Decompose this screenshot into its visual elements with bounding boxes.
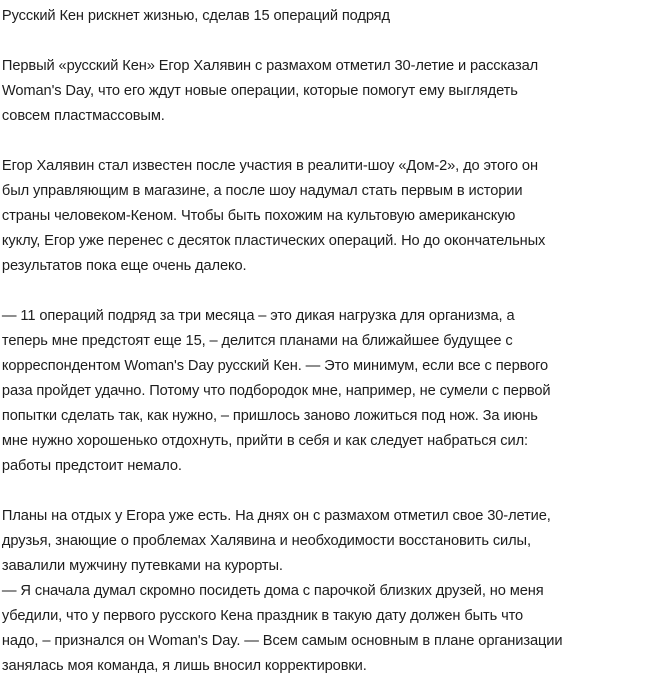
paragraph-lead — [0, 53, 647, 128]
paragraph-line: Планы на отдых у Егора уже есть. На днях он с размахом отметил свое 30-летие, — [1, 507, 551, 524]
paragraph-line: друзья, знающие о проблемах Халявина и необходимости восстановить силы, — [1, 532, 531, 549]
paragraph-line: работы предстоит немало. — [1, 457, 182, 474]
paragraph-line: куклу, Егор уже перенес с десяток пластических операций. Но до окончательных — [1, 232, 546, 249]
paragraph-line: попытки сделать так, как нужно, – пришлось заново ложиться под нож. За июнь — [1, 407, 538, 424]
paragraph-vacation-plans — [0, 503, 647, 678]
paragraph-line: теперь мне предстоят еще 15, – делится планами на ближайшее будущее с — [1, 332, 513, 349]
paragraph-line: раза пройдет удачно. Потому что подбородок мне, например, не сумели с первой — [1, 382, 551, 399]
paragraph-line: занялась моя команда, я лишь вносил корректировки. — [1, 657, 367, 674]
paragraph-line: — 11 операций подряд за три месяца – это дикая нагрузка для организма, а — [1, 307, 515, 324]
paragraph-line: завалили мужчину путевками на курорты. — [1, 557, 283, 574]
paragraph-quote-operations — [0, 303, 647, 478]
page-title: Русский Кен рискнет жизнью, сделав 15 операций подряд — [1, 7, 390, 24]
paragraph-line: — Я сначала думал скромно посидеть дома с парочкой близких друзей, но меня — [1, 582, 544, 599]
paragraph-line: мне нужно хорошенько отдохнуть, прийти в себя и как следует набраться сил: — [1, 432, 528, 449]
paragraph-line: надо, – признался он Woman's Day. — Всем самым основным в плане организации — [1, 632, 563, 649]
paragraph-line: Егор Халявин стал известен после участия в реалити-шоу «Дом-2», до этого он — [1, 157, 538, 174]
paragraph-line: Woman's Day, что его ждут новые операции, которые помогут ему выглядеть — [1, 82, 518, 99]
paragraph-line: результатов пока еще очень далеко. — [1, 257, 247, 274]
paragraph-gap — [0, 278, 670, 303]
paragraph-line: Первый «русский Кен» Егор Халявин с размахом отметил 30-летие и рассказал — [1, 57, 539, 74]
paragraph-line: был управляющим в магазине, а после шоу надумал стать первым в истории — [1, 182, 523, 199]
paragraph-background — [0, 153, 647, 278]
paragraph-line: совсем пластмассовым. — [1, 107, 165, 124]
paragraph-line: страны человеком-Кеном. Чтобы быть похожим на культовую американскую — [1, 207, 516, 224]
paragraph-gap — [0, 128, 670, 153]
paragraph-line: убедили, что у первого русского Кена праздник в такую дату должен быть что — [1, 607, 524, 624]
paragraph-gap — [0, 478, 670, 503]
paragraph-line: корреспондентом Woman's Day русский Кен. — Это минимум, если все с первого — [1, 357, 549, 374]
title-paragraph-gap — [0, 28, 670, 53]
